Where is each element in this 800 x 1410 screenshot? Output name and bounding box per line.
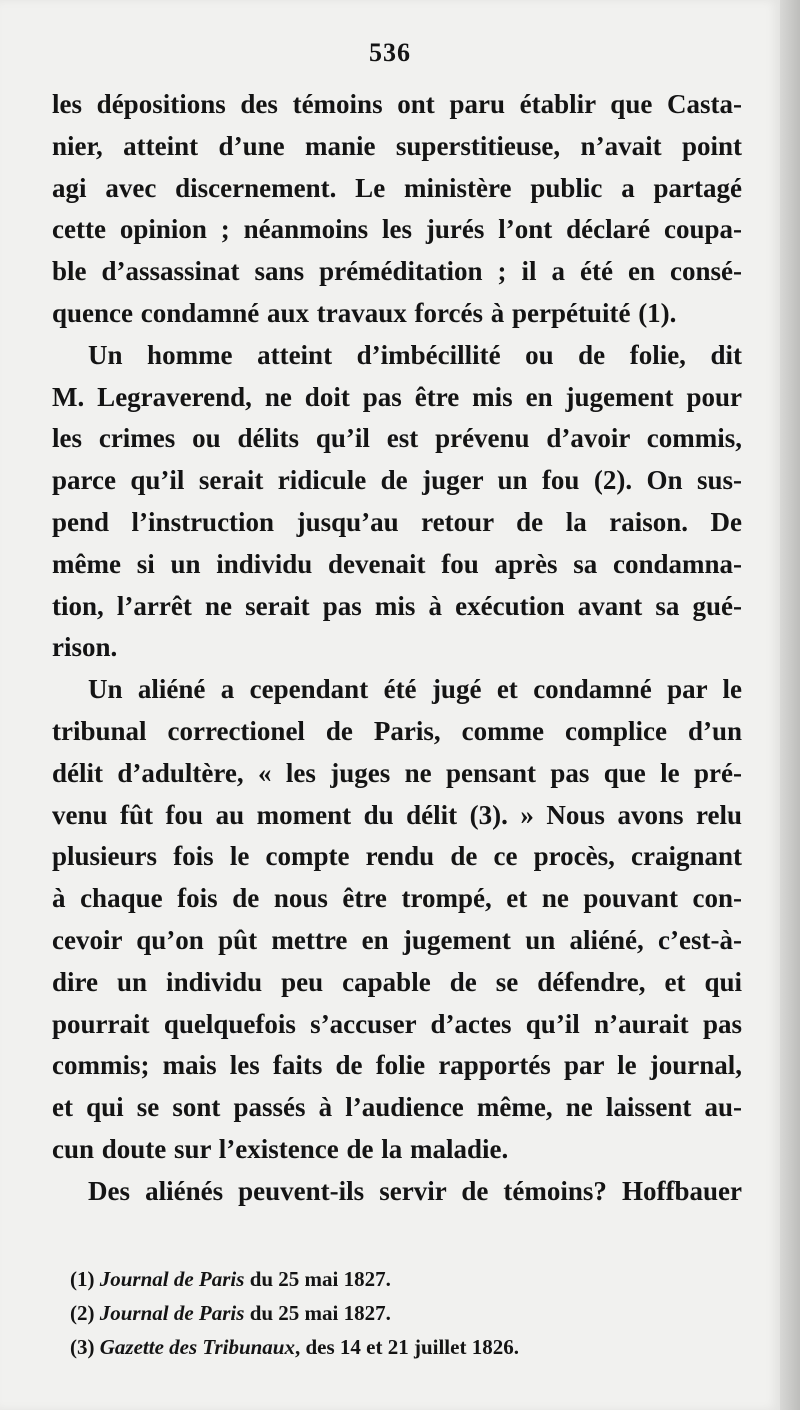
text-line: nier, atteint d’une manie superstitieuse, n’avait point [52,130,742,161]
footnotes [70,1262,750,1364]
footnote-1 [70,1262,750,1296]
text-line: cevoir qu’on pût mettre en jugement un aliéné, c’est-à- [52,924,742,955]
text-line: dire un individu peu capable de se défendre, et qui [52,966,742,997]
text-line: délit d’adultère, « les juges ne pensant pas que le pré- [52,757,742,788]
footnote-text: , des 14 et 21 juillet 1826. [294,1335,519,1359]
text-line: et qui se sont passés à l’audience même, ne laissent au- [52,1092,742,1123]
text-line: ble d’assassinat sans préméditation ; il a été en consé- [52,256,742,287]
footnote-text: du 25 mai 1827. [249,1267,391,1291]
footnote-text: du 25 mai 1827. [249,1301,391,1325]
page-edge [780,0,800,1410]
body-text [52,84,742,1213]
text-line: commis; mais les faits de folie rapportés par le journal, [52,1050,742,1081]
text-line: quence condamné aux travaux forcés à perpétuité (1). [52,297,677,328]
text-line: pend l’instruction jusqu’au retour de la raison. De [52,506,742,537]
footnote-source: Journal de Paris [99,1301,245,1325]
text-line: parce qu’il serait ridicule de juger un fou (2). On sus- [52,465,742,496]
text-line: venu fût fou au moment du délit (3). » Nous avons relu [52,799,742,830]
paragraph-1 [52,84,742,335]
text-line: M. Legraverend, ne doit pas être mis en jugement pour [52,381,742,412]
text-line: même si un individu devenait fou après sa condamna- [52,548,742,579]
text-line: les dépositions des témoins ont paru établir que Casta- [52,89,742,119]
text-line: Des aliénés peuvent-ils servir de témoins? Hoffbauer [88,1175,742,1206]
paragraph-2 [52,335,742,669]
text-line: plusieurs fois le compte rendu de ce procès, craignant [52,841,742,872]
text-line: cette opinion ; néanmoins les jurés l’ont déclaré coupa- [52,214,742,245]
text-line: rison. [52,632,118,663]
footnote-2 [70,1296,750,1330]
text-line: les crimes ou délits qu’il est prévenu d’avoir commis, [52,423,742,454]
footnote-source: Journal de Paris [99,1267,245,1291]
footnote-mark: (2) [70,1301,95,1325]
footnote-mark: (1) [70,1267,95,1291]
text-line: tion, l’arrêt ne serait pas mis à exécution avant sa gué- [52,590,742,621]
page-number: 536 [369,38,411,67]
text-line: Un homme atteint d’imbécillité ou de folie, dit [88,339,742,370]
footnote-3 [70,1330,750,1364]
footnote-source: Gazette des Tribunaux [99,1335,295,1359]
paragraph-3 [52,669,742,1171]
text-line: à chaque fois de nous être trompé, et ne pouvant con- [52,883,742,914]
text-line: pourrait quelquefois s’accuser d’actes qu’il n’aurait pas [52,1008,742,1039]
text-line: agi avec discernement. Le ministère public a partagé [52,172,742,203]
text-line: tribunal correctionel de Paris, comme complice d’un [52,715,742,746]
footnote-mark: (3) [70,1335,95,1359]
text-line: Un aliéné a cependant été jugé et condamné par le [88,674,742,705]
text-line: cun doute sur l’existence de la maladie. [52,1133,509,1164]
paragraph-4 [52,1171,742,1213]
